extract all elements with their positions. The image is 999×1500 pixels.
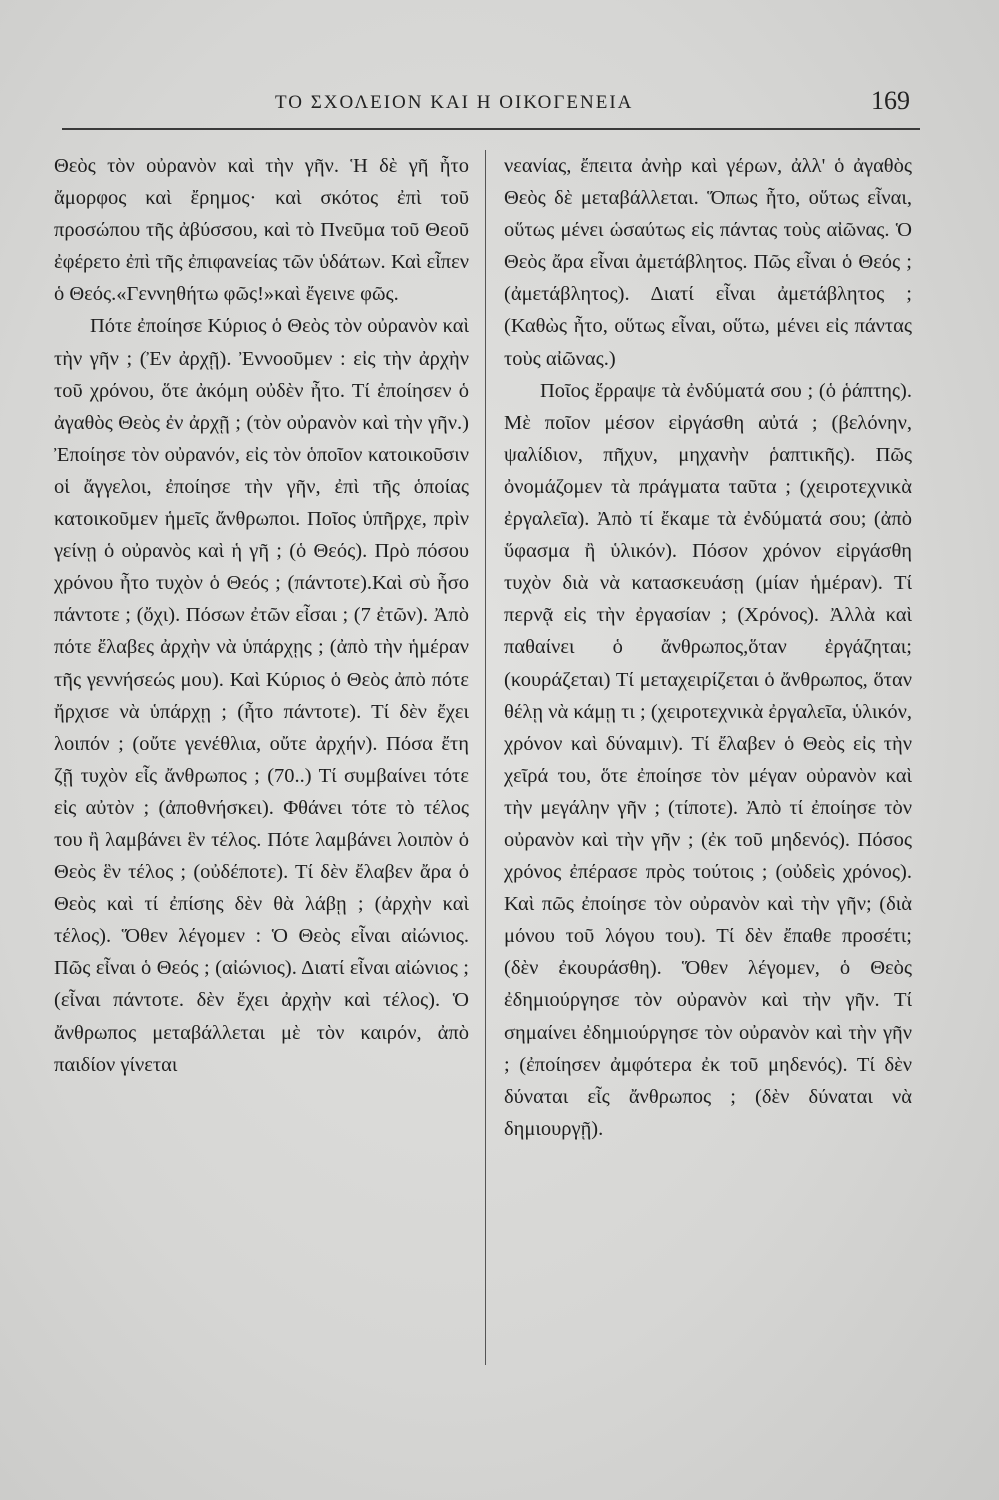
header-rule xyxy=(62,128,920,130)
left-paragraph-2: Πότε ἐποίησε Κύριος ὁ Θεὸς τὸν οὐρανὸν καὶ τὴν γῆν ; (Ἐν ἀρχῇ). Ἐννοοῦμεν : εἰς τὴν ἀρχὴν τοῦ χρόνου, ὅτε ἀκόμη οὐδὲν ἦτο. Τί ἐποίησεν ὁ ἀγαθὸς Θεὸς ἐν ἀρχῇ ; (τὸν οὐρανὸν καὶ τὴν γῆν.) Ἐποίησε τὸν οὐρανόν, εἰς τὸν ὁποῖον κατοικοῦσιν οἱ ἄγγελοι, ἐποίησε τὴν γῆν, ἐπὶ τῆς ὁποίας κατοικοῦμεν ἡμεῖς ἄνθρωποι. Ποῖος ὑπῆρχε, πρὶν γείνῃ ὁ οὐρανὸς καὶ ἡ γῆ ; (ὁ Θεός). Πρὸ πόσου χρόνου ἦτο τυχὸν ὁ Θεός ; (πάντοτε).Καὶ σὺ ἦσο πάντοτε ; (ὄχι). Πόσων ἐτῶν εἶσαι ; (7 ἐτῶν). Ἀπὸ πότε ἔλαβες ἀρχὴν νὰ ὑπάρχῃς ; (ἀπὸ τὴν ἡμέραν τῆς γεννήσεώς μου). Καὶ Κύριος ὁ Θεὸς ἀπὸ πότε ἤρχισε νὰ ὑπάρχῃ ; (ἦτο πάντοτε). Τί δὲν ἔχει λοιπόν ; (οὔτε γενέθλια, οὔτε ἀρχήν). Πόσα ἔτη ζῇ τυχὸν εἷς ἄνθρωπος ; (70..) Τί συμβαίνει τότε εἰς αὐτὸν ; (ἀποθνήσκει). Φθάνει τότε τὸ τέλος του ἢ λαμβάνει ἓν τέλος. Πότε λαμβάνει λοιπὸν ὁ Θεὸς ἓν τέλος ; (οὐδέποτε). Τί δὲν ἔλαβεν ἄρα ὁ Θεὸς καὶ τί ἐπίσης δὲν θὰ λάβῃ ; (ἀρχὴν καὶ τέλος). Ὅθεν λέγομεν : Ὁ Θεὸς εἶναι αἰώνιος. Πῶς εἶναι ὁ Θεός ; (αἰώνιος). Διατί εἶναι αἰώνιος ; (εἶναι πάντοτε. δὲν ἔχει ἀρχὴν καὶ τέλος). Ὁ ἄνθρωπος μεταβάλλεται μὲ τὸν καιρόν, ἀπὸ παιδίον γίνεται xyxy=(54,315,469,1076)
column-divider xyxy=(485,150,486,1365)
running-title: ΤΟ ΣΧΟΛΕΙΟΝ ΚΑΙ Η ΟΙΚΟΓΕΝΕΙΑ xyxy=(275,92,634,113)
page-number: 169 xyxy=(871,86,910,115)
right-paragraph-2: Ποῖος ἔρραψε τὰ ἐνδύματά σου ; (ὁ ῥάπτης). Μὲ ποῖον μέσον εἰργάσθη αὐτά ; (βελόνην, ψαλίδιον, πῆχυν, μηχανὴν ῥαπτικῆς). Πῶς ὀνομάζομεν τὰ πράγματα ταῦτα ; (χειροτεχνικὰ ἐργαλεῖα). Ἀπὸ τί ἔκαμε τὰ ἐνδύματά σου; (ἀπὸ ὕφασμα ἢ ὑλικόν). Πόσον χρόνον εἰργάσθη τυχὸν διὰ νὰ κατασκευάσῃ (μίαν ἡμέραν). Τί περνᾷ εἰς τὴν ἐργασίαν ; (Χρόνος). Ἀλλὰ καὶ παθαίνει ὁ ἄνθρωπος,ὅταν ἐργάζηται; (κουράζεται) Τί μεταχειρίζεται ὁ ἄνθρωπος, ὅταν θέλῃ νὰ κάμῃ τι ; (χειροτεχνικὰ ἐργαλεῖα, ὑλικόν, χρόνον καὶ δύναμιν). Τί ἔλαβεν ὁ Θεὸς εἰς τὴν χεῖρά του, ὅτε ἐποίησε τὸν μέγαν οὐρανὸν καὶ τὴν μεγάλην γῆν ; (τίποτε). Ἀπὸ τί ἐποίησε τὸν οὐρανὸν καὶ τὴν γῆν ; (ἐκ τοῦ μηδενός). Πόσος χρόνος ἐπέρασε πρὸς τούτοις ; (οὐδεὶς χρόνος). Καὶ πῶς ἐποίησε τὸν οὐρανὸν καὶ τὴν γῆν; (διὰ μόνου τοῦ λόγου του). Τί δὲν ἔπαθε προσέτι; (δὲν ἐκουράσθη). Ὅθεν λέγομεν, ὁ Θεὸς ἐδημιούργησε τὸν οὐρανὸν καὶ τὴν γῆν. Τί σημαίνει ἐδημιούργησε τὸν οὐρανὸν καὶ τὴν γῆν ; (ἐποίησεν ἀμφότερα ἐκ τοῦ μηδενός). Τί δὲν δύναται εἷς ἄνθρωπος ; (δὲν δύναται νὰ δημιουργῇ). xyxy=(504,379,912,1140)
right-column xyxy=(504,150,912,1145)
right-paragraph-1: νεανίας, ἔπειτα ἀνὴρ καὶ γέρων, ἀλλ' ὁ ἀγαθὸς Θεὸς δὲ μεταβάλλεται. Ὅπως ἦτο, οὕτως εἶναι, οὕτως μένει ὡσαύτως εἰς πάντας τοὺς αἰῶνας. Ὁ Θεὸς ἄρα εἶναι ἀμετάβλητος. Πῶς εἶναι ὁ Θεός ; (ἀμετάβλητος). Διατί εἶναι ἀμετάβλητος ; (Καθὼς ἦτο, οὕτως εἶναι, οὕτω, μένει εἰς πάντας τοὺς αἰῶνας.) xyxy=(504,155,912,370)
page-header xyxy=(60,86,920,126)
left-paragraph-1: Θεὸς τὸν οὐρανὸν καὶ τὴν γῆν. Ἡ δὲ γῆ ἦτο ἄμορφος καὶ ἔρημος· καὶ σκότος ἐπὶ τοῦ προσώπου τῆς ἀβύσσου, καὶ τὸ Πνεῦμα τοῦ Θεοῦ ἐφέρετο ἐπὶ τῆς ἐπιφανείας τῶν ὑδάτων. Καὶ εἶπεν ὁ Θεός.«Γεννηθήτω φῶς!»καὶ ἔγεινε φῶς. xyxy=(54,155,469,306)
left-column xyxy=(54,150,469,1081)
